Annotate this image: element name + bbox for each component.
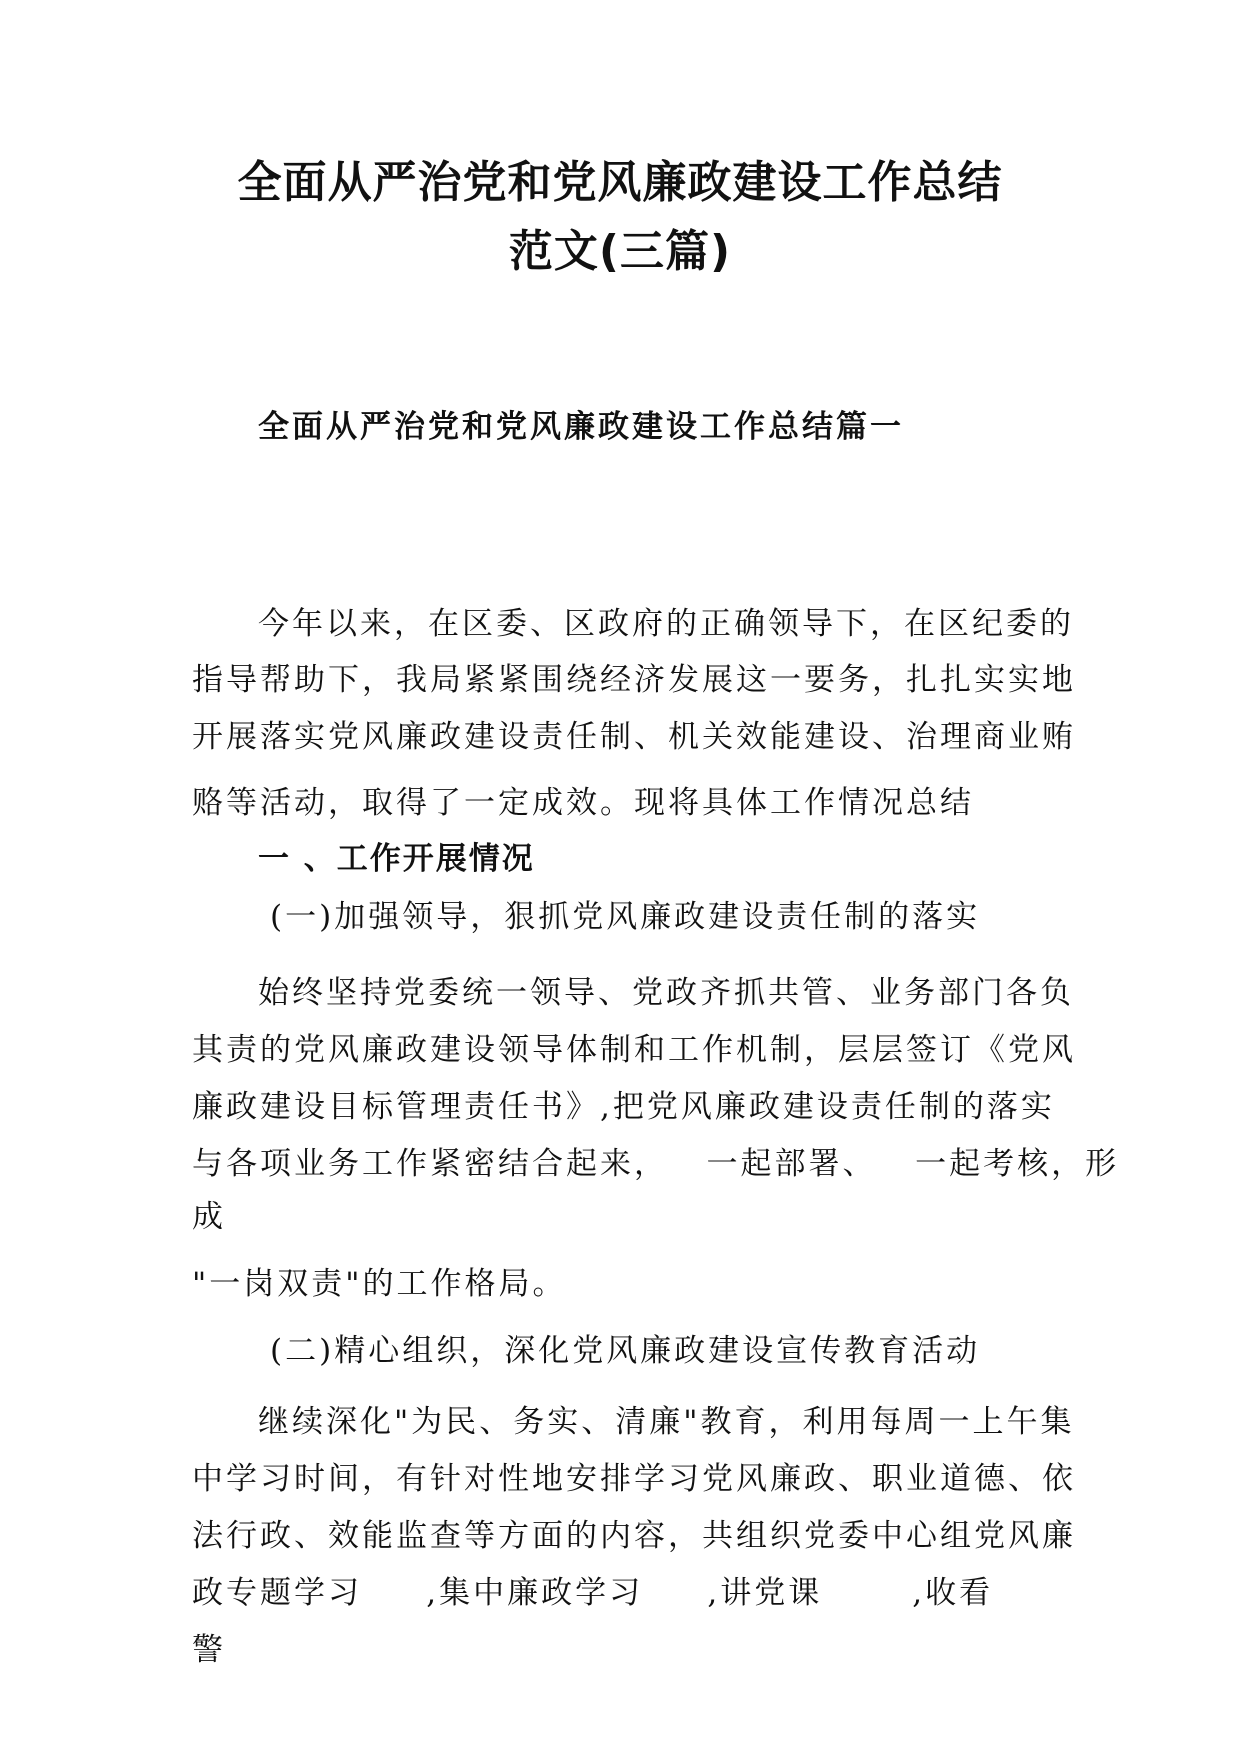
article-subtitle: 全面从严治党和党风廉政建设工作总结篇一 [258,409,904,445]
document-title-line-1: 全面从严治党和党风廉政建设工作总结 [237,157,1003,208]
document-title-line-2: 范文(三篇) [508,226,732,277]
paragraph-line: 指导帮助下，我局紧紧围绕经济发展这一要务，扎扎实实地 [192,662,1076,698]
paragraph-line: 继续深化"为民、务实、清廉"教育，利用每周一上午集 [258,1404,1075,1440]
paragraph-line: 赂等活动，取得了一定成效。现将具体工作情况总结 [192,785,974,821]
paragraph-line: 廉政建设目标管理责任书》,把党风廉政建设责任制的落实 [192,1089,1055,1125]
paragraph-line: 开展落实党风廉政建设责任制、机关效能建设、治理商业贿 [192,719,1076,755]
subsection-heading: (一)加强领导，狠抓党风廉政建设责任制的落实 [270,899,981,935]
paragraph-line: 中学习时间，有针对性地安排学习党风廉政、职业道德、依 [192,1461,1076,1497]
paragraph-line: 今年以来，在区委、区政府的正确领导下，在区纪委的 [258,606,1074,642]
paragraph-line: 其责的党风廉政建设领导体制和工作机制，层层签订《党风 [192,1032,1076,1068]
paragraph-line: 成 [192,1199,226,1235]
paragraph-line: 与各项业务工作紧密结合起来， 一起部署、 一起考核，形 [192,1146,1120,1182]
paragraph-line: 警 [192,1632,226,1668]
paragraph-line: 法行政、效能监查等方面的内容，共组织党委中心组党风廉 [192,1518,1076,1554]
paragraph-line: 始终坚持党委统一领导、党政齐抓共管、业务部门各负 [258,975,1074,1011]
paragraph-line: 政专题学习 ,集中廉政学习 ,讲党课 ,收看 [192,1575,994,1611]
section-heading: 一 、工作开展情况 [258,841,535,877]
subsection-heading: (二)精心组织，深化党风廉政建设宣传教育活动 [270,1333,981,1369]
paragraph-line: "一岗双责"的工作格局。 [192,1266,567,1302]
